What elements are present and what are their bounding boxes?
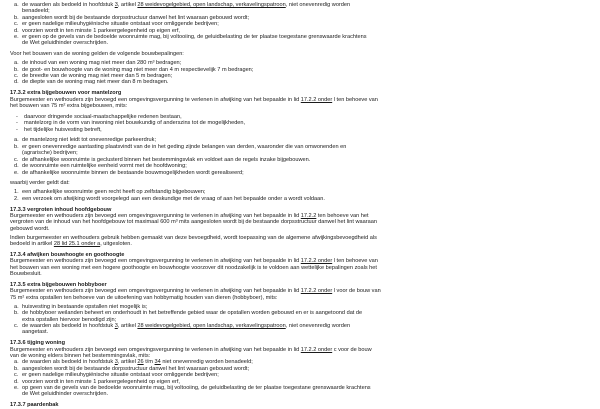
paragraph-17-3-3b-cont: bedoeld in artikel 28 lid 25.1 onder a, uitgesloten.: [10, 241, 132, 248]
list-item: d. de woonruimte een ruimtelijke eenheid vormt met de hoofdwoning;: [14, 163, 187, 170]
paragraph-17-3-3-cont2: gebouwd wordt.: [10, 225, 50, 232]
paragraph-17-3-5-cont: 75 m² extra opstallen ten behoeve van de uitoefening van hobbymatig houden van dieren (hobbyboer), mits:: [10, 294, 278, 301]
link-17-2-2[interactable]: 17.2.2 onder: [300, 96, 333, 103]
block1-list: [10, 2, 590, 47]
list-item: e. de afhankelijke woonruimte binnen de bestaande bouwmogelijkheden wordt gerealiseerd;: [14, 169, 244, 176]
heading-17-3-3: 17.3.3 vergroten inhoud hoofdgebouw: [10, 206, 112, 213]
block5-list: [10, 189, 590, 202]
paragraph-17-3-4-cont: het bouwen van een woning met een hogere goothoogte en bouwhoogte voorzover dit noodzakelijk is te voldoen aan wettelijke bepalingen zoals het: [10, 264, 377, 271]
list-item: a. de mantelzorg niet leidt tot onevenredige parkeerdruk;: [14, 137, 157, 144]
link-artikel-34[interactable]: 34: [154, 359, 161, 366]
list-item: 1. een afhankelijke woonruimte geen recht heeft op zelfstandig bijgebouwen;: [14, 189, 206, 196]
link-17-2-2[interactable]: 17.2.2 onder: [300, 288, 333, 295]
link-17-2-2[interactable]: 17.2.2 onder: [300, 346, 333, 353]
list-item: benadeeld;: [22, 8, 50, 15]
list-item: a. de inhoud van een woning mag niet meer dan 280 m³ bedragen;: [14, 60, 182, 67]
link-17-2-2[interactable]: 17.2.2: [300, 212, 317, 219]
paragraph-17-3-3-cont: vergroten van de inhoud van het hoofdgebouw tot maximaal 600 m³ mits aangesloten wordt bij de bestaande dorpsstructuur danwel het lint waaraan: [10, 219, 377, 226]
list-item: e. er geen op de gevels van de bedoelde woonruimte mag, bij voltooiing, de geluidbelasting de ter plaatse toegestane grenswaarde krachtens: [14, 34, 367, 41]
list-item: c. de waarden als bedoeld in hoofdstuk 3, artikel 28 weidevogelgebied, open landschap, verkavelingspatroon, niet onevenredig worden: [14, 322, 351, 329]
list-item: aangetast.: [22, 329, 49, 336]
link-hoofdstuk-3[interactable]: 3: [114, 2, 118, 8]
link-artikel-26[interactable]: 26: [137, 359, 144, 366]
list-item: b. er geen onevenredige aantasting plaatsvindt van de in het geding zijnde belangen van derden, waaronder die van omwonenden en: [14, 143, 347, 150]
list-item: c. de afhankelijke woonruimte is geclusterd binnen het bestemmingsvlak en voldoet aan de regels inzake bijgebouwen.: [14, 156, 311, 163]
list-item: 2. een verzoek om afwijking wordt voorgelegd aan een deskundige met de vraag of aan het bepaalde onder a wordt voldaan.: [14, 195, 325, 202]
list-item: c. er geen nadelige milieuhygiënische situatie ontstaat voor omliggende bedrijven;: [14, 372, 219, 379]
list-item: d. de diepte van de woning mag niet meer dan 8 m bedragen.: [14, 79, 169, 86]
paragraph-17-3-5: Burgemeester en wethouders zijn bevoegd een omgevingsvergunning te verlenen in afwijking van het bepaalde in lid 17.2.2 onder l voor de bouw van: [10, 288, 381, 295]
block4-list: [10, 137, 590, 175]
list-item: extra opstallen hiervoor benodigd zijn;: [22, 316, 117, 323]
list-item: (agrarische) bedrijven;: [22, 150, 78, 157]
heading-17-3-7: 17.3.7 paardenbak: [10, 402, 59, 409]
list-item: de Wet geluidhinder overschrijden.: [22, 40, 109, 47]
link-artikel-28[interactable]: 28 weidevogelgebied, open landschap, verkavelingspatroon: [137, 322, 286, 329]
block3-list: [10, 114, 590, 133]
heading-17-3-2: 17.3.2 extra bijgebouwen voor mantelzorg: [10, 90, 122, 97]
block2-list: [10, 60, 590, 86]
list-item: c. er geen nadelige milieuhygiënische situatie ontstaat voor omliggende bedrijven;: [14, 21, 219, 28]
list-item: - mantelzorg in de vorm van inwoning niet bouwkundig of anderszins tot de mogelijkheden,: [16, 120, 246, 127]
list-item: c. de breedte van de woning mag niet meer dan 5 m bedragen;: [14, 73, 173, 80]
heading-17-3-5: 17.3.5 extra bijgebouwen hobbyboer: [10, 281, 107, 288]
link-artikel-28[interactable]: 28 weidevogelgebied, open landschap, verkavelingspatroon: [137, 2, 286, 8]
block6-list: [10, 304, 590, 336]
list-item: - daarvoor dringende sociaal-maatschappelijke redenen bestaan,: [16, 113, 182, 120]
block7-list: [10, 359, 590, 397]
paragraph-17-3-3b: Indien burgemeester en wethouders gebruik hebben gemaakt van deze bevoegdheid, wordt toepassing van de algemene afwijkingsbevoegdheid als: [10, 234, 377, 241]
paragraph-17-3-6: Burgemeester en wethouders zijn bevoegd een omgevingsvergunning te verlenen in afwijking van het bepaalde in lid 17.2.2 onder c voor de bouw: [10, 346, 372, 353]
paragraph-waarbij: waarbij verder geldt dat:: [10, 180, 70, 187]
list-item: b. aangesloten wordt bij de bestaande dorpsstructuur danwel het lint waaraan gebouwd wordt;: [14, 365, 250, 372]
list-item: de Wet geluidhinder overschrijden.: [22, 391, 109, 398]
list-item: b. de hobbyboer weilanden beheert en onderhoudt in het betreffende gebied waar de opstallen worden gebouwd en er is aangetoond dat de: [14, 310, 363, 317]
paragraph-17-3-3: Burgemeester en wethouders zijn bevoegd een omgevingsvergunning te verlenen in afwijking van het bepaalde in lid 17.2.2 ten behoeve van het: [10, 212, 369, 219]
paragraph-17-3-2: Burgemeester en wethouders zijn bevoegd een omgevingsvergunning te verlenen in afwijking van het bepaalde in lid 17.2.2 onder l ten behoeve van: [10, 96, 378, 103]
list-item: a. huisvesting in bestaande opstallen niet mogelijk is;: [14, 303, 148, 310]
list-item: - het tijdelijke huisvesting betreft,: [16, 126, 102, 133]
list-item: b. aangesloten wordt bij de bestaande dorpsstructuur danwel het lint waaraan gebouwd wordt;: [14, 14, 250, 21]
link-hoofdstuk-3[interactable]: 3: [114, 322, 118, 329]
list-item: a. de waarden als bedoeld in hoofdstuk 3, artikel 28 weidevogelgebied, open landschap, verkavelingspatroon, niet onevenredig worden: [14, 2, 351, 8]
list-item: d. voorzien wordt in ten minste 1 parkeergelegenheid op eigen erf,: [14, 27, 180, 34]
list-item: a. de waarden als bedoeld in hoofdstuk 3, artikel 26 t/m 34 niet onevenredig worden benadeeld;: [14, 359, 253, 366]
paragraph-17-3-2-cont: het bouwen van 75 m² extra bijgebouwen, mits:: [10, 103, 128, 110]
paragraph-17-3-4-cont2: Bouwbesluit.: [10, 271, 42, 278]
list-item: d. voorzien wordt in ten minste 1 parkeergelegenheid op eigen erf,: [14, 378, 180, 385]
list-item: b. de goot- en bouwhoogte van de woning mag niet meer dan 4 m respectievelijk 7 m bedragen;: [14, 66, 254, 73]
paragraph-17-3-6-cont: van de woning elders binnen het bestemmingsvlak, mits:: [10, 352, 151, 359]
link-17-2-2[interactable]: 17.2.2 onder: [300, 258, 333, 265]
list-item: e. op geen van de gevels van de bedoelde woonruimte mag, bij voltooiing, de geluidbelasting de ter plaatse toegestane grenswaarde krachtens: [14, 385, 371, 392]
link-hoofdstuk-3[interactable]: 3: [114, 359, 118, 366]
paragraph-build-intro: Voor het bouwen van de woning gelden de volgende bouwbepalingen:: [10, 51, 184, 58]
heading-17-3-6: 17.3.6 tijging woning: [10, 340, 66, 347]
heading-17-3-4: 17.3.4 afwijken bouwhoogte en goothoogte: [10, 251, 125, 258]
paragraph-17-3-4: Burgemeester en wethouders zijn bevoegd een omgevingsvergunning te verlenen in afwijking van het bepaalde in lid 17.2.2 onder l ten behoeve van: [10, 258, 378, 265]
link-artikel-28-lid[interactable]: 28 lid 25.1 onder a: [53, 241, 101, 248]
